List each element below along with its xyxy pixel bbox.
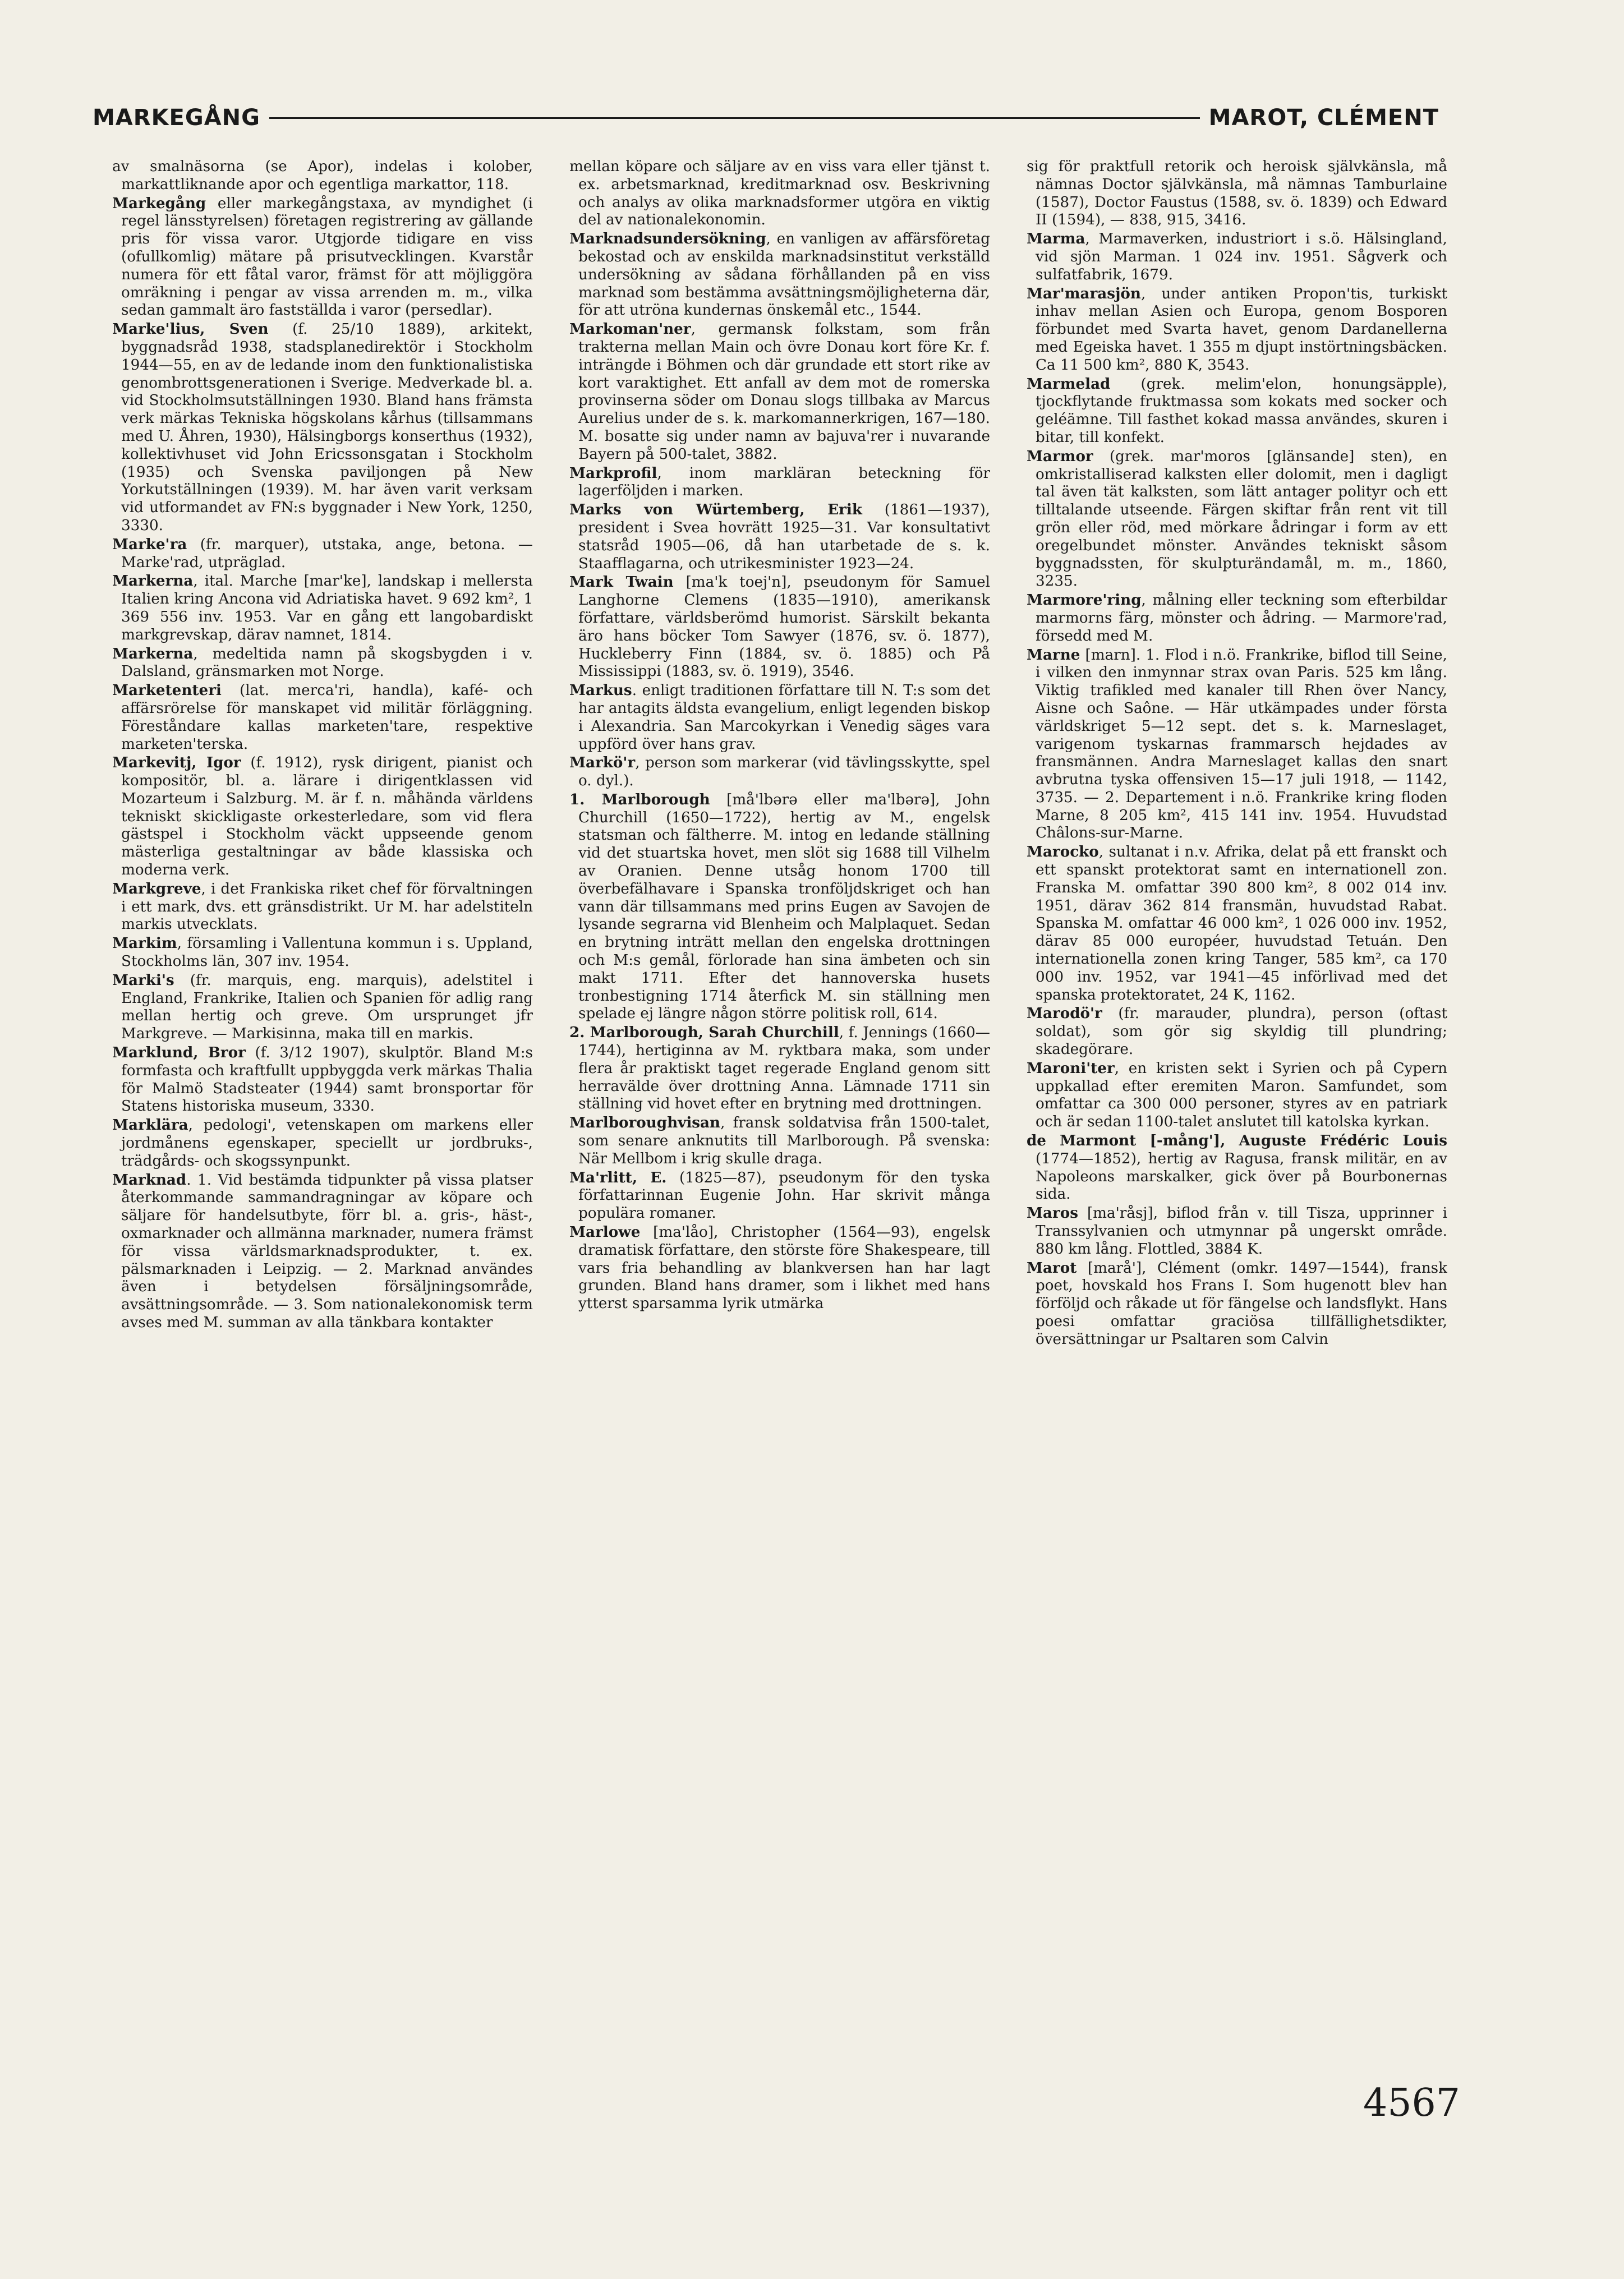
dictionary-entry [112,536,533,572]
dictionary-entry [112,645,533,682]
dictionary-entry [569,573,990,681]
column-right [1027,158,1447,2082]
dictionary-entry [569,1223,990,1313]
entry-text: , sultanat i n.v. Afrika, delat på ett franskt och ett spanskt protektorat samt en internationell zon. Franska M. omfattar 390 800 km², 8 002 014 inv. 1951, därav 362 814 fransmän, huvudstad Rabat. Spanska M. omfattar 46 000 km², 1 026 000 inv. 1952, därav 85 000 européer, huvudstad Tetuán. Den internationella zonen kring Tanger, 585 km², ca 170 000 inv. 1952, var 1941—45 införlivad med det spanska protektoratet, 24 K, 1162. [1036,844,1447,1003]
entry-headword: Marlboroughvisan [569,1114,721,1132]
entry-text: , under antiken Propon'tis, turkiskt inhav mellan Asien och Europa, genom Bosporen förbundet med Svarta havet, genom Dardanellerna med Egeiska havet. 1 355 m djupt instörtningsbäcken. Ca 11 500 km², 880 K, 3543. [1036,285,1447,374]
dictionary-entry [112,880,533,934]
dictionary-entry [112,1116,533,1170]
page-number: 4567 [1363,2081,1461,2125]
entry-text: , inom markläran beteckning för lagerföljden i marken. [578,464,990,500]
dictionary-entry [112,754,533,880]
entry-text: [marn]. 1. Flod i n.ö. Frankrike, biflod till Seine, i vilken den inmynnar strax ovan Paris. 525 km lång. Viktig trafikled med kanaler till Rhen över Nancy, Aisne och Saône. — Här utkämpades under första världskriget 5—12 sept. det s. k. Marneslaget, varigenom tyskarnas frammarsch hejdades av fransmännen. Andra Marneslaget kallas den snart avbrutna tyska offensiven 15—17 juli 1918, — 1142, 3735. — 2. Departement i n.ö. Frankrike kring floden Marne, 8 205 km², 415 141 inv. 1954. Huvudstad Châlons-sur-Marne. [1036,646,1447,842]
entry-headword: de Marmont [-mång'], Auguste Frédéric Louis [1027,1132,1447,1150]
entry-headword: Marodö'r [1027,1005,1102,1023]
entry-text: (1774—1852), hertig av Ragusa, fransk militär, en av Napoleons marskalker, gick över på Bourbonernas sida. [1036,1150,1447,1203]
dictionary-entry [112,1044,533,1116]
entry-text: (fr. marauder, plundra), person (oftast soldat), som gör sig skyldig till plundring; skadegörare. [1036,1005,1447,1058]
entry-text: , fransk soldatvisa från 1500-talet, som senare anknutits till Marlborough. På svenska: När Mellbom i krig skulle draga. [578,1115,990,1167]
dictionary-entry [1027,375,1447,447]
dictionary-entry [1027,646,1447,843]
text-columns [112,158,1447,2082]
dictionary-entry [1027,448,1447,591]
entry-headword: Marke'lius, Sven [112,320,269,338]
dictionary-entry [112,320,533,535]
entry-headword: Marki's [112,971,174,989]
entry-headword: 2. Marlborough, Sarah Churchill [569,1024,839,1042]
entry-headword: Marknad [112,1171,187,1189]
entry-text: (1825—87), pseudonym för den tyska författarinnan Eugenie John. Har skrivit många populära romaner. [578,1169,990,1222]
entry-headword: Markus [569,682,632,699]
entry-text: [marå'], Clément (omkr. 1497—1544), fransk poet, hovskald hos Frans I. Som hugenott blev han förföljd och råkade ut för fängelse och landsflykt. Hans poesi omfattar graciösa tillfällighetsdikter, översättningar ur Psaltaren som Calvin [1036,1259,1447,1348]
dictionary-entry [1027,158,1447,229]
entry-text: (f. 3/12 1907), skulptör. Bland M:s formfasta och kraftfullt uppbyggda verk märkas Thalia för Malmö Stadsteater (1944) samt bronsportar för Statens historiska museum, 3330. [121,1044,533,1115]
header-right-guideword: MAROT, CLÉMENT [1208,105,1439,131]
entry-text: [må'lbərə eller ma'lbərə], John Churchill (1650—1722), hertig av M., engelsk statsman och fältherre. M. intog en ledande ställning vid det stuartska hovet, men slöt sig 1688 till Vilhelm av Oranien. Denne utsåg honom 1700 till överbefälhavare i Spanska tronföljdskriget och han vann där tillsammans med prins Eugen av Savojen de lysande segrarna vid Blenheim och Malplaquet. Sedan en brytning inträtt mellan den engelska drottningen och M:s gemål, förlorade han sina ämbeten och sin makt 1711. Efter det hannoverska husets tronbestigning 1714 återfick M. sin ställning men spelade ej längre någon större politisk roll, 614. [578,791,990,1023]
entry-text: sig för praktfull retorik och heroisk självkänsla, må nämnas Doctor självkänsla, må nämnas Tamburlaine (1587), Doctor Faustus (1588, sv. ö. 1839) och Edward II (1594), — 838, 915, 3416. [1027,158,1447,229]
entry-headword: Mar'marasjön [1027,284,1141,302]
dictionary-entry [112,934,533,971]
entry-headword: Markegång [112,194,206,212]
entry-text: . enligt traditionen författare till N. T:s som det har antagits äldsta evangelium, enligt legenden biskop i Alexandria. San Marcokyrkan i Venedig säges vara uppförd över hans grav. [578,682,990,753]
entry-headword: Marne [1027,646,1080,664]
entry-text: av smalnäsorna (se Apor), indelas i kolober, markattliknande apor och egentliga markattor, 118. [112,158,533,193]
entry-text: [ma'k toej'n], pseudonym för Samuel Langhorne Clemens (1835—1910), amerikansk författare, världsberömd humorist. Särskilt bekanta äro hans böcker Tom Sawyer (1876, sv. ö. 1877), Huckleberry Finn (1884, sv. ö. 1885) och På Mississippi (1883, sv. ö. 1919), 3546. [578,574,990,680]
entry-text: (grek. melim'elon, honungsäpple), tjockflytande fruktmassa som kokats med socker och geléämne. Till fasthet kokad massa användes, skuren i bitar, till konfekt. [1036,375,1447,446]
entry-headword: 1. Marlborough [569,790,710,808]
entry-text: mellan köpare och säljare av en viss vara eller tjänst t. ex. arbetsmarknad, kreditmarknad osv. Beskrivning och analys av olika marknadsformer utgöra en viktig del av nationalekonomin. [569,158,990,229]
entry-headword: Marknadsundersökning [569,230,766,248]
entry-text: (fr. marquis, eng. marquis), adelstitel i England, Frankrike, Italien och Spanien för adlig rang mellan hertig och greve. Om ursprunget jfr Markgreve. — Markisinna, maka till en markis. [121,972,533,1043]
entry-headword: Marklund, Bror [112,1044,246,1062]
entry-text: . 1. Vid bestämda tidpunkter på vissa platser återkommande sammandragningar av köpare och säljare för handelsutbyte, förr bl. a. gris-, häst-, oxmarknader och allmänna marknader, numera främst för vissa världsmarknadsprodukter, t. ex. pälsmarknaden i Leipzig. — 2. Marknad användes även i betydelsen försäljningsområde, avsättningsområde. — 3. Som nationalekonomisk term avses med M. summan av alla tänkbara kontakter [121,1171,533,1331]
dictionary-entry [569,464,990,501]
entry-headword: Maros [1027,1204,1078,1222]
entry-text: [ma'låo], Christopher (1564—93), engelsk dramatisk författare, den störste före Shakespeare, till vars fria behandling av blankversen han har lagt grunden. Bland hans dramer, som i likhet med hans ytterst sparsamma lyrik utmärka [578,1224,990,1313]
entry-text: , f. Jennings (1660—1744), hertiginna av M. ryktbara maka, som under flera år praktiskt taget regerade England genom sitt herravälde över drottning Anna. Lämnade 1711 sin ställning vid hovet efter en brytning med drottningen. [578,1024,990,1113]
entry-text: , ital. Marche [mar'ke], landskap i mellersta Italien kring Ancona vid Adriatiska havet. 9 692 km², 1 369 556 inv. 1953. Var en gång ett langobardiskt markgrevskap, därav namnet, 1814. [121,573,533,643]
entry-text: (1861—1937), president i Svea hovrätt 1925—31. Var konsultativt statsråd 1905—06, då han utarbetade de s. k. Staafflagarna, och utrikesminister 1923—24. [578,501,990,572]
column-middle [569,158,990,2082]
entry-text: (fr. marquer), utstaka, ange, betona. — Marke'rad, utpräglad. [121,536,533,571]
entry-text: , församling i Vallentuna kommun i s. Uppland, Stockholms län, 307 inv. 1954. [121,935,533,970]
entry-text: , medeltida namn på skogsbygden i v. Dalsland, gränsmarken mot Norge. [121,645,533,680]
entry-headword: Marmelad [1027,375,1111,393]
dictionary-entry [569,230,990,320]
entry-text: (grek. mar'moros [glänsande] sten), en omkristalliserad kalksten eller dolomit, men i dagligt tal även tät kalksten, som lätt antager polityr och ett tilltalande utseende. Färgen skiftar från rent vit till grön eller röd, med mörkare ådringar i form av ett oregelbundet mönster. Användes tekniskt såsom byggnadssten, för skulpturändamål, m. m., 1860, 3235. [1036,448,1447,590]
entry-headword: Markö'r [569,754,636,772]
entry-headword: Marma [1027,230,1085,248]
dictionary-entry [1027,1132,1447,1204]
entry-text: (f. 25/10 1889), arkitekt, byggnadsråd 1938, stadsplanedirektör i Stockholm 1944—55, en av de ledande inom den funktionalistiska genombrottsgenerationen i Sverige. Medverkade bl. a. vid Stockholmsutställningen 1930. Bland hans främsta verk märkas Tekniska högskolans kårhus (tillsammans med U. Åhren, 1930), Hälsingborgs konserthus (1932), kollektivhuset vid John Ericssonsgatan i Stockholm (1935) och Svenska paviljongen på New Yorkutställningen (1939). M. har även varit verksam vid utformandet av FN:s byggnader i New York, 1250, 3330. [121,321,533,534]
entry-text: , i det Frankiska riket chef för förvaltningen i ett mark, dvs. ett gränsdistrikt. Ur M. har adelstiteln markis utvecklats. [121,880,533,933]
running-head [93,101,1439,135]
dictionary-entry [569,1169,990,1223]
dictionary-entry [569,1024,990,1113]
entry-headword: Ma'rlitt, E. [569,1168,667,1186]
entry-text: , en kristen sekt i Syrien och på Cypern uppkallad efter eremiten Maron. Samfundet, som omfattar ca 300 000 personer, styres av en patriark och är sedan 1100-talet anslutet till katolska kyrkan. [1036,1060,1447,1131]
dictionary-entry [1027,230,1447,284]
dictionary-entry [1027,1005,1447,1058]
dictionary-entry [569,1114,990,1168]
header-rule [269,117,1200,119]
entry-text: , Marmaverken, industriort i s.ö. Hälsingland, vid sjön Marman. 1 024 inv. 1951. Sågverk och sulfatfabrik, 1679. [1036,231,1447,283]
entry-headword: Marklära [112,1116,188,1134]
dictionary-entry [112,1171,533,1332]
entry-text: , målning eller teckning som efterbildar marmorns färg, mönster och ådring. — Marmore'rad, försedd med M. [1036,592,1447,644]
entry-text: , en vanligen av affärsföretag bekostad och av enskilda marknadsinstitut verkställd undersökning av sådana förhållanden på en viss marknad som bestämma avsättningsmöjligheterna där, för att utröna kundernas önskemål etc., 1544. [578,231,990,319]
entry-headword: Marke'ra [112,535,187,553]
dictionary-entry [112,158,533,194]
dictionary-entry [1027,591,1447,645]
entry-text: eller markegångstaxa, av myndighet (i regel länsstyrelsen) företagen registrering av gällande pris för vissa varor. Utgjorde tidigare en viss (ofullkomlig) mätare på prisutvecklingen. Kvarstår numera för ett fåtal varor, främst för att möjliggöra omräkning i pengar av vissa arrenden m. m., vilka sedan gammalt äro fastställda i varor (persedlar). [121,195,533,319]
entry-headword: Markprofil [569,464,657,482]
dictionary-entry [112,572,533,644]
dictionary-entry [112,682,533,753]
dictionary-entry [1027,1259,1447,1349]
entry-headword: Mark Twain [569,573,674,591]
dictionary-entry [1027,1060,1447,1131]
entry-headword: Marot [1027,1259,1077,1277]
entry-headword: Marlowe [569,1223,641,1241]
entry-headword: Maroni'ter [1027,1059,1115,1077]
dictionary-entry [569,682,990,753]
entry-text: , person som markerar (vid tävlingsskytte, spel o. dyl.). [578,754,990,790]
entry-text: (f. 1912), rysk dirigent, pianist och kompositör, bl. a. lärare i dirigentklassen vid Mozarteum i Salzburg. M. är f. n. måhända världens tekniskt skickligaste orkesterledare, som vid flera gästspel i Stockholm väckt uppseende genom mästerliga gestaltningar av både klassiska och moderna verk. [121,754,533,879]
entry-headword: Markoman'ner [569,320,691,338]
dictionary-entry [569,158,990,229]
entry-headword: Markgreve [112,880,201,897]
entry-text: , pedologi', vetenskapen om markens eller jordmånens egenskaper, speciellt ur jordbruks-, trädgårds- och skogssynpunkt. [121,1117,533,1170]
entry-headword: Marocko [1027,843,1099,861]
dictionary-entry [112,972,533,1043]
column-left [112,158,533,2082]
entry-headword: Markim [112,934,177,952]
entry-headword: Marmor [1027,447,1093,465]
entry-text: (lat. merca'ri, handla), kafé- och affärsrörelse för manskapet vid militär förläggning. Föreståndare kallas marketen'tare, respektive marketen'terska. [121,682,533,753]
dictionary-entry [569,501,990,573]
entry-headword: Markerna [112,644,194,662]
entry-text: [ma'råsj], biflod från v. till Tisza, upprinner i Transsylvanien och utmynnar på ungerskt område. 880 km lång. Flottled, 3884 K. [1036,1205,1447,1258]
entry-text: , germansk folkstam, som från trakterna mellan Main och övre Donau kort före Kr. f. inträngde i Böhmen och där grundade ett stort rike av kort varaktighet. Ett anfall av dem mot de romerska provinserna söder om Donau slogs tillbaka av Marcus Aurelius under de s. k. markomannerkrigen, 167—180. M. bosatte sig under namn av bajuva'rer i nuvarande Bayern på 500-talet, 3882. [578,321,990,463]
dictionary-entry [1027,843,1447,1004]
entry-headword: Markerna [112,572,194,590]
dictionary-entry [112,195,533,320]
entry-headword: Markevitj, Igor [112,754,241,772]
dictionary-entry [569,791,990,1023]
entry-headword: Marks von Würtemberg, Erik [569,501,862,519]
entry-headword: Marketenteri [112,682,222,699]
dictionary-entry [1027,1204,1447,1258]
entry-headword: Marmore'ring [1027,591,1142,609]
dictionary-entry [569,754,990,790]
header-left-guideword: MARKEGÅNG [93,105,260,131]
dictionary-entry [569,320,990,463]
dictionary-entry [1027,285,1447,375]
